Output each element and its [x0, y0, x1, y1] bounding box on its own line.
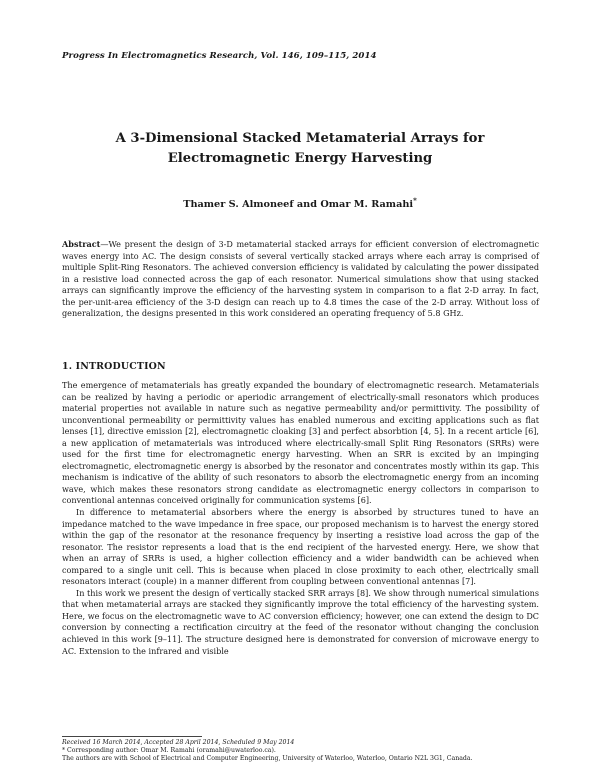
- footnote-divider: [62, 736, 202, 737]
- abstract-label: Abstract: [62, 239, 101, 249]
- footnotes: [62, 739, 542, 763]
- introduction-body: [62, 380, 539, 657]
- paragraph: The emergence of metamaterials has greatly expanded the boundary of electromagnetic research. Metamaterials can be realized by having a periodic or aperiodic arrangement of electrically-small resonators which produces material properties not available in nature such as negative permeability and/or permittivity. The possibility of unconventional permeability or permittivity values has enabled numerous and exciting applications such as flat lenses [1], directive emission [2], electromagnetic cloaking [3] and perfect absorbtion [4, 5]. In a recent article [6], a new application of metamaterials was introduced where electrically-small Split Ring Resonators (SRRs) were used for the first time for electromagnetic energy harvesting. When an SRR is excited by an impinging electromagnetic, electromagnetic energy is absorbed by the resonator and concentrates mostly within its gap. This mechanism is indicative of the ability of such resonators to absorb the electromagnetic energy from an incoming wave, which makes these resonators strong candidate as electromagnetic energy collectors in comparison to conventional antennas conceived originally for communication systems [6].: [62, 380, 539, 506]
- section-heading-introduction: 1. INTRODUCTION: [62, 361, 166, 372]
- corresponding-author-mark: *: [413, 196, 417, 205]
- abstract: [62, 239, 539, 320]
- author-line: [60, 196, 540, 210]
- journal-citation: Progress In Electromagnetics Research, Vol. 146, 109–115, 2014: [62, 51, 377, 61]
- abstract-text: —We present the design of 3-D metamaterial stacked arrays for efficient conversion of electromagnetic waves energy into AC. The design consists of several vertically stacked arrays where each array is comprised of multiple Split-Ring Resonators. The achieved conversion efficiency is validated by calculating the power dissipated in a resistive load connected across the gap of each resonator. Numerical simulations show that using stacked arrays can significantly improve the efficiency of the harvesting system in comparison to a flat 2-D array. In fact, the per-unit-area efficiency of the 3-D design can reach up to 4.8 times the case of the 2-D array. Without loss of generalization, the designs presented in this work considered an operating frequency of 5.8 GHz.: [62, 239, 539, 319]
- received-dates: Received 16 March 2014, Accepted 28 April 2014, Scheduled 9 May 2014: [62, 739, 295, 746]
- affiliation-note: The authors are with School of Electrical and Computer Engineering, University of Waterloo, Waterloo, Ontario N2L 3G1, Canada.: [62, 755, 473, 763]
- paragraph: In difference to metamaterial absorbers where the energy is absorbed by structures tuned to have an impedance matched to the wave impedance in free space, our proposed mechanism is to harvest the energy stored within the gap of the resonator at the resonance frequency by inserting a resistive load across the gap of the resonator. The resistor represents a load that is the end recipient of the harvested energy. Here, we show that when an array of SRRs is used, a higher collection efficiency and a wider bandwidth can be achieved when compared to a single unit cell. This is because when placed in close proximity to each other, electrically small resonators interact (couple) in a manner different from coupling between conventional antennas [7].: [62, 507, 539, 587]
- corresponding-author-note: * Corresponding author: Omar M. Ramahi (oramahi@uwaterloo.ca).: [62, 747, 276, 755]
- paper-title: A 3-Dimensional Stacked Metamaterial Arrays for Electromagnetic Energy Harvesting: [115, 131, 485, 166]
- author-names: Thamer S. Almoneef and Omar M. Ramahi: [183, 199, 414, 211]
- paragraph: In this work we present the design of vertically stacked SRR arrays [8]. We show through numerical simulations that when metamaterial arrays are stacked they significantly improve the total efficiency of the harvesting system. Here, we focus on the electromagnetic wave to AC conversion efficiency; however, one can extend the design to DC conversion by connecting a rectification circuitry at the feed of the resonator without changing the conclusion achieved in this work [9–11]. The structure designed here is demonstrated for conversion of microwave energy to AC. Extension to the infrared and visible: [62, 587, 539, 656]
